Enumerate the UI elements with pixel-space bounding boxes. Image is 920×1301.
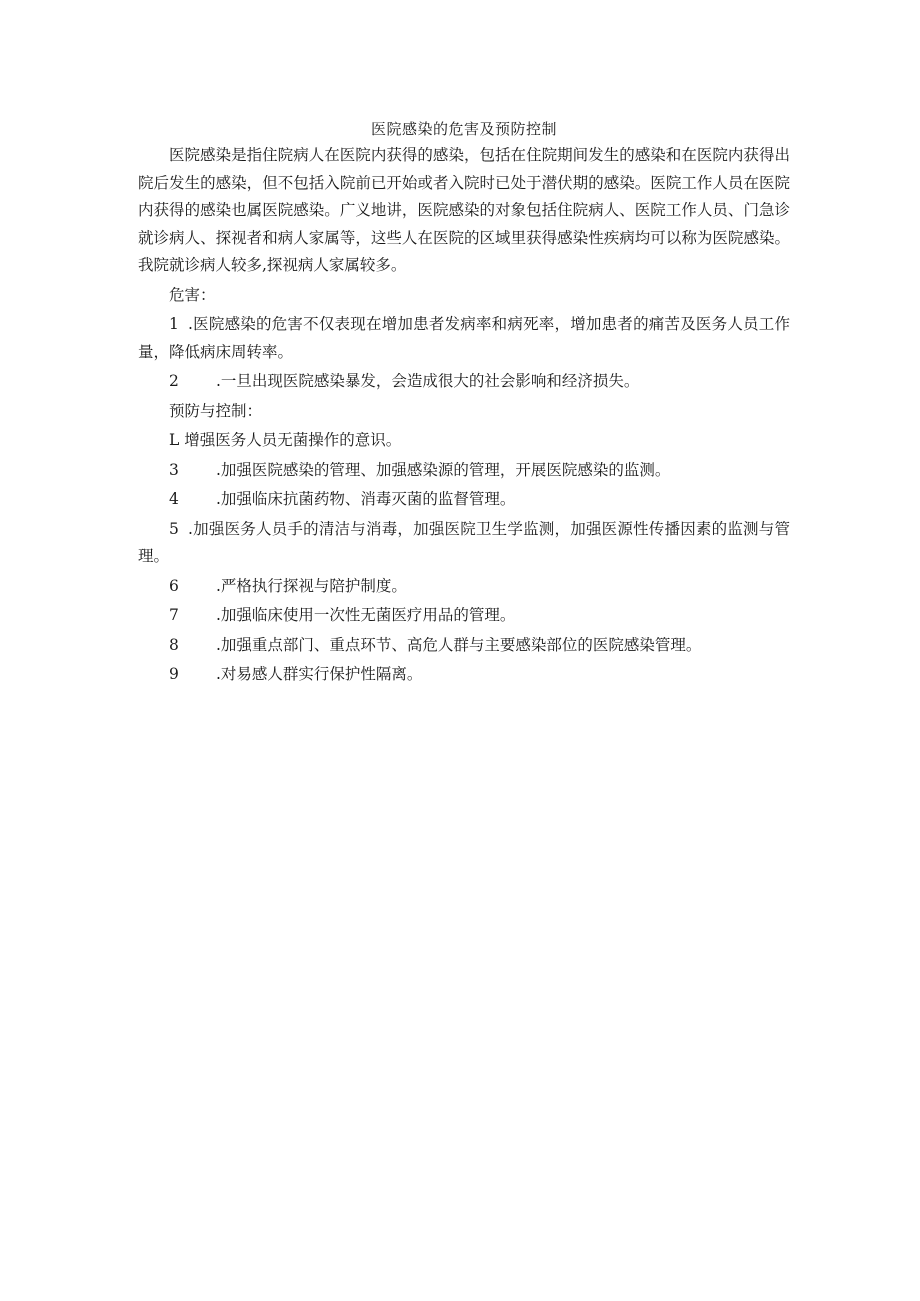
list-number: 4 [169, 490, 179, 508]
harm-item-1 [138, 311, 790, 366]
list-number: 3 [169, 460, 179, 479]
harm-item-2 [138, 368, 790, 396]
prevention-item-9 [138, 661, 790, 689]
prevention-heading: 预防与控制： [169, 401, 263, 420]
prevention-item-7 [138, 602, 790, 630]
prevention-item-8 [138, 632, 790, 660]
harm-heading: 危害： [169, 285, 216, 304]
list-number: 6 [169, 576, 179, 595]
list-text: .医院感染的危害不仅表现在增加患者发病率和病死率，增加患者的痛苦及医务人员工作量，降低病床周转率。 [138, 315, 790, 361]
prevention-item-4 [138, 486, 790, 514]
list-text: 增强医务人员无菌操作的意识。 [184, 431, 402, 449]
list-number: 8 [169, 635, 179, 654]
document-page [138, 118, 790, 689]
list-text: .严格执行探视与陪护制度。 [216, 576, 407, 595]
list-text: .加强医院感染的管理、加强感染源的管理，开展医院感染的监测。 [216, 460, 671, 479]
list-number: 7 [169, 606, 179, 624]
list-text: .加强医务人员手的清洁与消毒，加强医院卫生学监测，加强医源性传播因素的监测与管理。 [138, 519, 790, 565]
list-number: 9 [169, 665, 179, 683]
prevention-item-1 [138, 427, 790, 455]
list-text: .加强重点部门、重点环节、高危人群与主要感染部位的医院感染管理。 [216, 635, 702, 654]
list-text: .对易感人群实行保护性隔离。 [216, 665, 423, 683]
prevention-item-3 [138, 457, 790, 485]
intro-paragraph: 医院感染是指住院病人在医院内获得的感染，包括在住院期间发生的感染和在医院内获得出院后发生的感染，但不包括入院前已开始或者入院时已处于潜伏期的感染。医院工作人员在医院内获得的感染也属医院感染。广义地讲，医院感染的对象包括住院病人、医院工作人员、门急诊就诊病人、探视者和病人家属等，这些人在医院的区域里获得感染性疾病均可以称为医院感染。我院就诊病人较多,探视病人家属较多。 [138, 146, 790, 274]
list-text: .加强临床使用一次性无菌医疗用品的管理。 [216, 606, 516, 624]
list-number: 5 [169, 519, 179, 538]
list-number: 2 [169, 372, 179, 390]
document-title: 医院感染的危害及预防控制 [370, 120, 557, 138]
list-number: 1 [169, 315, 179, 333]
list-text: .加强临床抗菌药物、消毒灭菌的监督管理。 [216, 490, 516, 508]
prevention-item-5 [138, 516, 790, 571]
list-text: .一旦出现医院感染暴发，会造成很大的社会影响和经济损失。 [216, 372, 640, 390]
list-number: L [169, 431, 180, 449]
prevention-item-6 [138, 573, 790, 601]
